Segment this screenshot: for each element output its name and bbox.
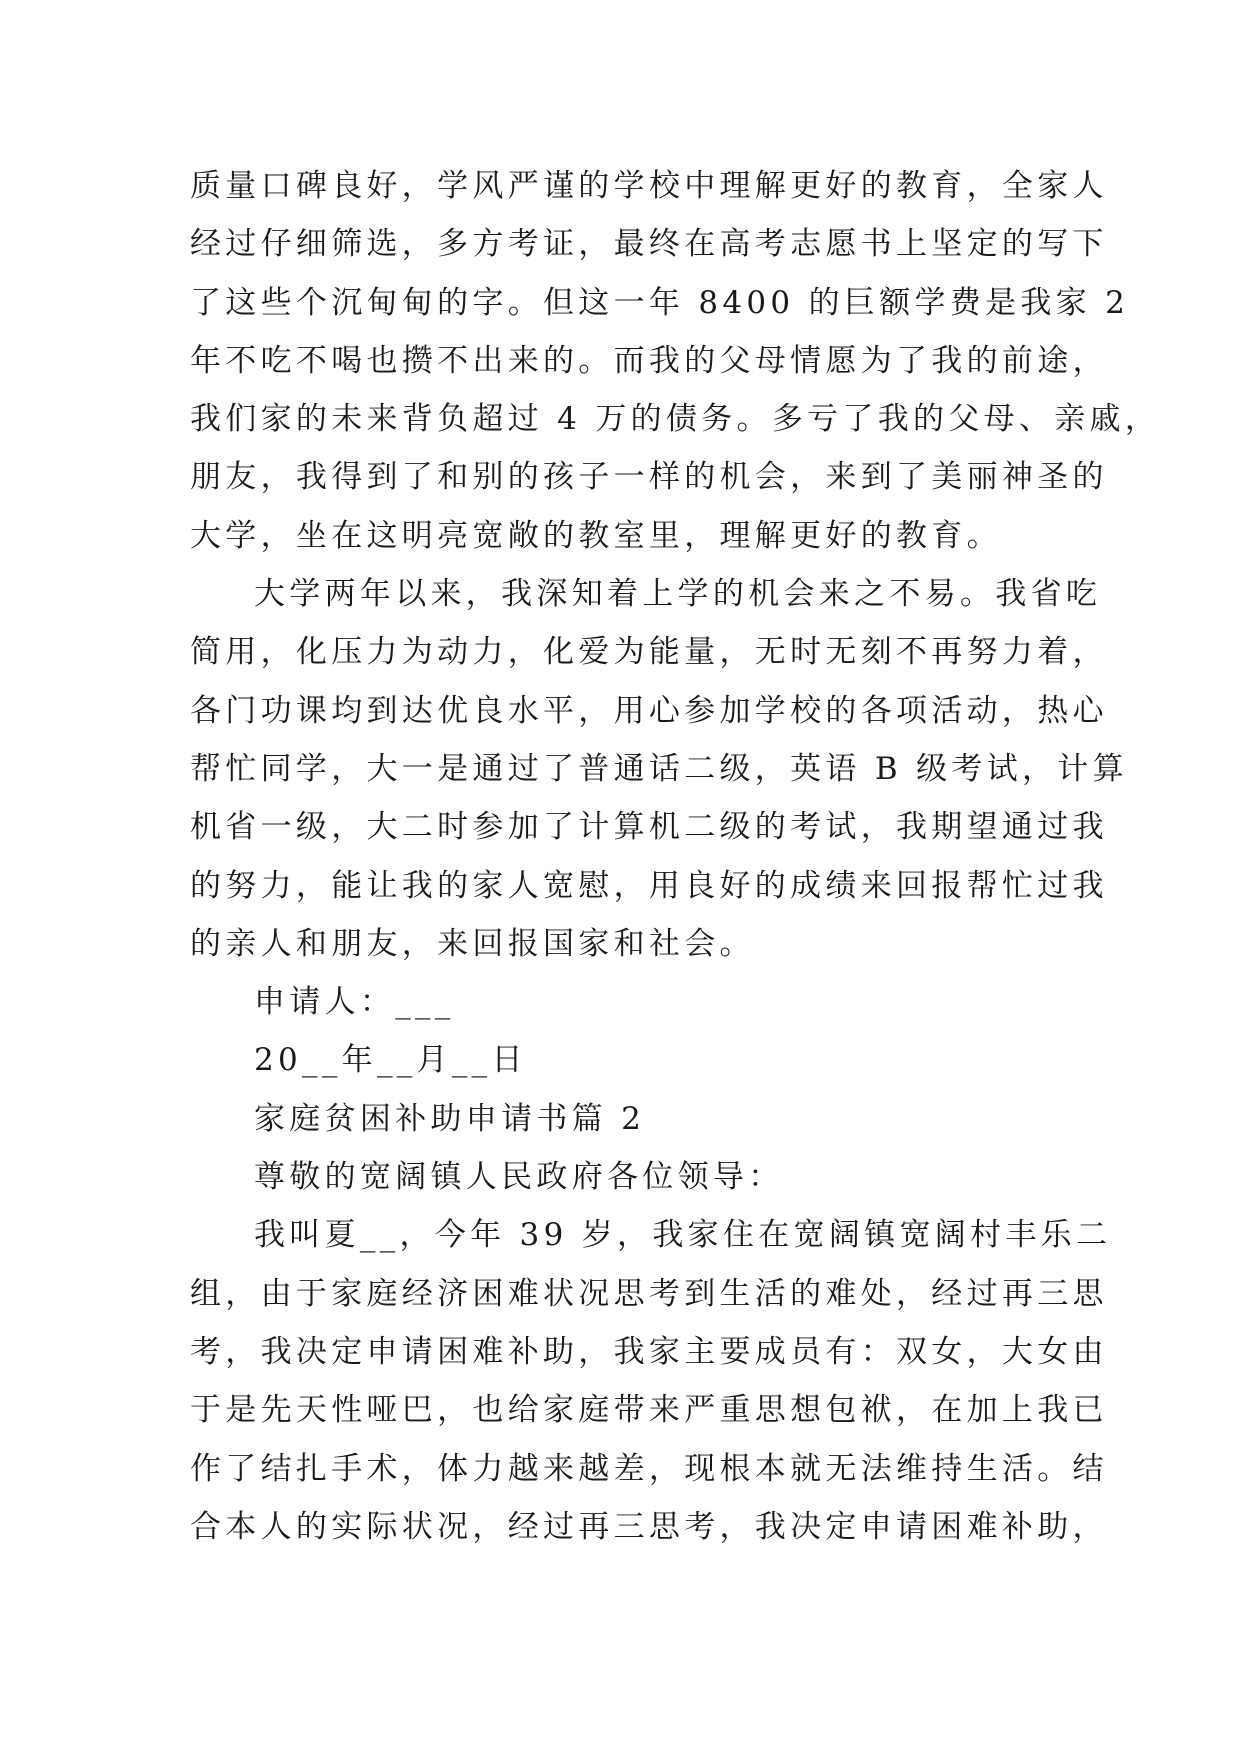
text-line: 作了结扎手术，体力越来越差，现根本就无法维持生活。结 xyxy=(190,1450,1108,1487)
text-line: 20__年__月__日 xyxy=(254,1042,527,1079)
text-line: 的亲人和朋友，来回报国家和社会。 xyxy=(190,925,755,962)
text-line: 经过仔细筛选，多方考证，最终在高考志愿书上坚定的写下 xyxy=(190,226,1108,263)
text-line: 机省一级，大二时参加了计算机二级的考试，我期望通过我 xyxy=(190,809,1108,846)
text-line: 申请人：___ xyxy=(254,984,455,1021)
text-line: 我们家的未来背负超过 4 万的债务。多亏了我的父母、亲戚， xyxy=(190,401,1161,438)
text-line: 简用，化压力为动力，化爱为能量，无时无刻不再努力着， xyxy=(190,634,1108,671)
text-line: 尊敬的宽阔镇人民政府各位领导： xyxy=(254,1159,784,1196)
text-line: 家庭贫困补助申请书篇 2 xyxy=(254,1100,646,1137)
document-body xyxy=(190,157,1161,1556)
text-line: 各门功课均到达优良水平，用心参加学校的各项活动，热心 xyxy=(190,692,1108,729)
text-line: 考，我决定申请困难补助，我家主要成员有：双女，大女由 xyxy=(190,1333,1108,1370)
text-line: 我叫夏__，今年 39 岁，我家住在宽阔镇宽阔村丰乐二 xyxy=(254,1217,1112,1254)
text-line: 大学，坐在这明亮宽敞的教室里，理解更好的教育。 xyxy=(190,517,1002,554)
text-line: 帮忙同学，大一是通过了普通话二级，英语 B 级考试，计算 xyxy=(190,750,1128,787)
text-line: 了这些个沉甸甸的字。但这一年 8400 的巨额学费是我家 2 xyxy=(190,284,1130,321)
text-line: 的努力，能让我的家人宽慰，用良好的成绩来回报帮忙过我 xyxy=(190,867,1108,904)
text-line: 朋友，我得到了和别的孩子一样的机会，来到了美丽神圣的 xyxy=(190,459,1108,496)
text-line: 组，由于家庭经济困难状况思考到生活的难处，经过再三思 xyxy=(190,1275,1108,1312)
text-line: 年不吃不喝也攒不出来的。而我的父母情愿为了我的前途， xyxy=(190,342,1108,379)
text-line: 质量口碑良好，学风严谨的学校中理解更好的教育，全家人 xyxy=(190,168,1108,204)
text-line: 于是先天性哑巴，也给家庭带来严重思想包袱，在加上我已 xyxy=(190,1392,1108,1429)
text-line: 合本人的实际状况，经过再三思考，我决定申请困难补助， xyxy=(190,1508,1108,1545)
text-line: 大学两年以来，我深知着上学的机会来之不易。我省吃 xyxy=(254,576,1102,613)
